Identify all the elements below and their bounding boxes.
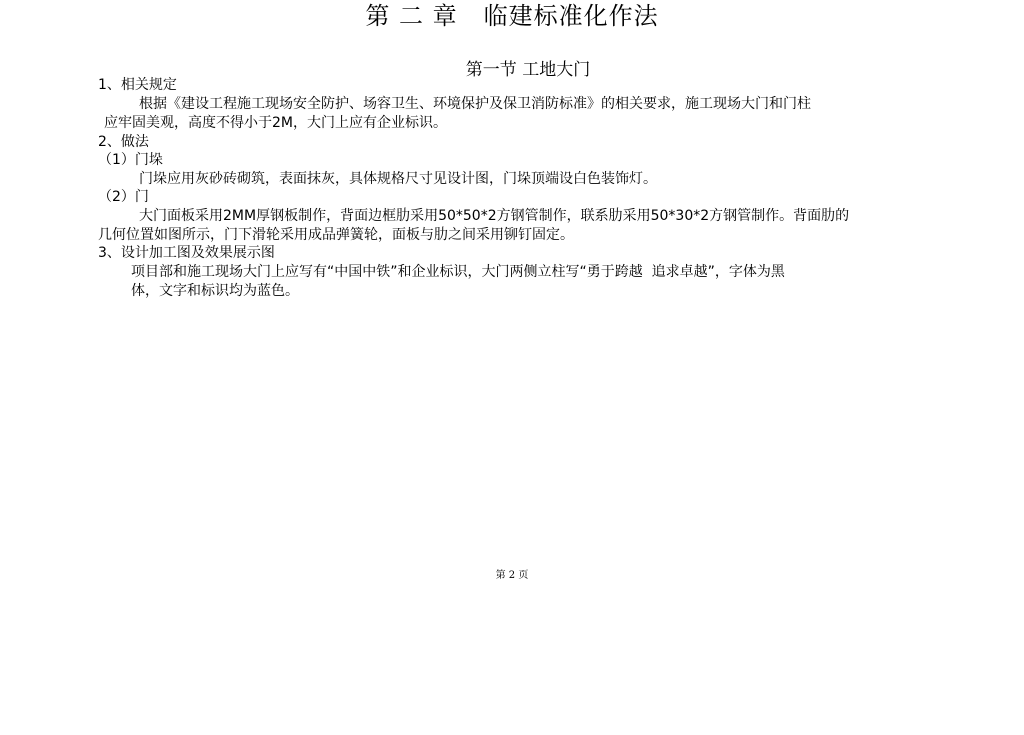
paragraph-line: 门垛应用灰砂砖砌筑，表面抹灰，具体规格尺寸见设计图，门垛顶端设白色装饰灯。 [139, 171, 657, 187]
paragraph-line: 应牢固美观，高度不得小于2M，大门上应有企业标识。 [104, 115, 447, 131]
heading-regulations: 1、相关规定 [98, 77, 177, 93]
section-title: 第一节 工地大门 [465, 60, 591, 80]
paragraph-line: 几何位置如图所示，门下滑轮采用成品弹簧轮，面板与肋之间采用铆钉固定。 [98, 227, 574, 243]
paragraph-line: 根据《建设工程施工现场安全防护、场容卫生、环境保护及保卫消防标准》的相关要求，施工现场大门和门柱 [139, 96, 811, 112]
chapter-title: 第 二 章 临建标准化作法 [365, 2, 659, 30]
paragraph-line: 大门面板采用2MM厚钢板制作，背面边框肋采用50*50*2方钢管制作，联系肋采用50*30*2方钢管制作。背面肋的 [139, 208, 850, 224]
subheading-gate-pillar: （1）门垛 [98, 152, 163, 168]
page-number: 第 2 页 [495, 570, 529, 581]
heading-method: 2、做法 [98, 134, 149, 150]
paragraph-line: 体，文字和标识均为蓝色。 [131, 283, 299, 299]
subheading-gate: （2）门 [98, 189, 149, 205]
paragraph-line: 项目部和施工现场大门上应写有“中国中铁”和企业标识，大门两侧立柱写“勇于跨越 追求卓越”，字体为黑 [131, 264, 785, 280]
heading-design-drawings: 3、设计加工图及效果展示图 [98, 245, 275, 261]
